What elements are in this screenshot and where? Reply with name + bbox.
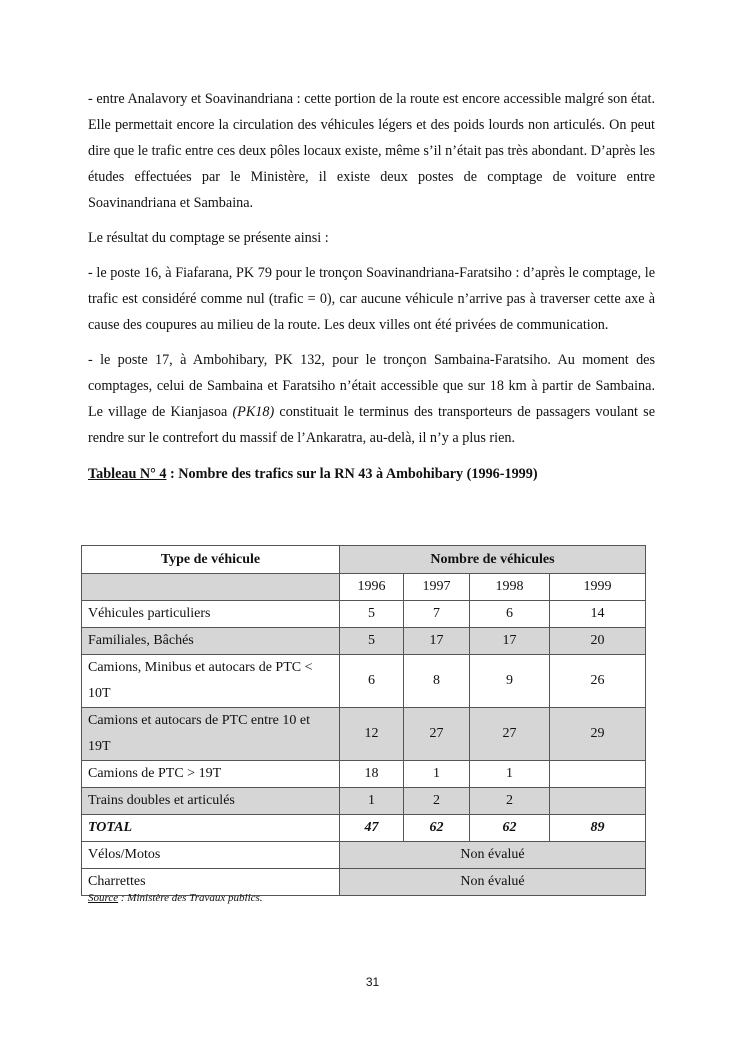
- row-label: Véhicules particuliers: [82, 601, 340, 628]
- source-text: : Ministère des Travaux publics.: [118, 892, 263, 904]
- paragraph-2: Le résultat du comptage se présente ainsi :: [88, 230, 329, 246]
- paragraph-4-text-a: - le poste 17, à Ambohibary, PK 132, pour le tronçon Sambaina-Faratsiho. Au moment des comptages, celui de Sambaina et Faratsiho n’était accessible que sur 18 km à partir de Sambaina. Le village de Kianjasoa: [88, 352, 655, 420]
- header-vehicle-type: Type de véhicule: [82, 546, 340, 574]
- table-header-row: [82, 546, 646, 574]
- paragraph-4: [88, 347, 655, 451]
- value-cell: 1: [340, 788, 404, 815]
- row-label: Vélos/Motos: [82, 842, 340, 869]
- page-number: 31: [365, 975, 380, 989]
- table-row: [82, 708, 646, 761]
- value-cell: 6: [470, 601, 550, 628]
- table-row: [82, 655, 646, 708]
- year-cell: 1998: [470, 574, 550, 601]
- traffic-table: [81, 545, 646, 896]
- table-total-row: [82, 815, 646, 842]
- table-row: [82, 788, 646, 815]
- not-evaluated-cell: Non évalué: [340, 869, 646, 896]
- value-cell: 17: [470, 628, 550, 655]
- table-row: [82, 628, 646, 655]
- total-cell: 62: [470, 815, 550, 842]
- paragraph-1: - entre Analavory et Soavinandriana : cette portion de la route est encore accessible malgré son état. Elle permettait encore la circulation des véhicules légers et des poids lourds non articulés. On peut dire que le trafic entre ces deux pôles locaux existe, même s’il n’était pas très abondant. D’après les études effectuées par le Ministère, il existe deux postes de comptage de voiture entre Soavinandriana et Sambaina.: [88, 91, 655, 211]
- value-cell: 26: [550, 655, 646, 708]
- value-cell: 29: [550, 708, 646, 761]
- source-label: Source: [88, 892, 119, 904]
- total-cell: 62: [404, 815, 470, 842]
- paragraph-3: - le poste 16, à Fiafarana, PK 79 pour le tronçon Soavinandriana-Faratsiho : d’après le comptage, le trafic est considéré comme nul (trafic = 0), car aucune véhicule n’arrive pas à traverser cette axe à cause des coupures au milieu de la route. Les deux villes ont été privées de communication.: [88, 265, 655, 333]
- value-cell: 2: [470, 788, 550, 815]
- table-row: [82, 601, 646, 628]
- row-label: Camions et autocars de PTC entre 10 et 19T: [82, 708, 340, 761]
- table-source: [88, 892, 263, 904]
- value-cell: 1: [470, 761, 550, 788]
- row-label: Charrettes: [82, 869, 340, 896]
- total-label: TOTAL: [82, 815, 340, 842]
- row-label: Camions, Minibus et autocars de PTC < 10T: [82, 655, 340, 708]
- year-cell: 1999: [550, 574, 646, 601]
- value-cell: 20: [550, 628, 646, 655]
- table-row: [82, 761, 646, 788]
- header-vehicle-count: Nombre de véhicules: [340, 546, 646, 574]
- value-cell: 14: [550, 601, 646, 628]
- value-cell: 1: [404, 761, 470, 788]
- years-row-blank: [82, 574, 340, 601]
- year-cell: 1996: [340, 574, 404, 601]
- row-label: Familiales, Bâchés: [82, 628, 340, 655]
- paragraph-4-pk: (PK18): [232, 404, 275, 420]
- year-cell: 1997: [404, 574, 470, 601]
- value-cell: 8: [404, 655, 470, 708]
- value-cell: 6: [340, 655, 404, 708]
- table-caption-text: : Nombre des trafics sur la RN 43 à Ambohibary (1996-1999): [166, 466, 538, 482]
- value-cell: 27: [470, 708, 550, 761]
- table-row: [82, 842, 646, 869]
- value-cell: 2: [404, 788, 470, 815]
- value-cell: [550, 788, 646, 815]
- not-evaluated-cell: Non évalué: [340, 842, 646, 869]
- value-cell: 5: [340, 628, 404, 655]
- paragraph-4-text-b: constituait le terminus des transporteurs de passagers voulant se rendre sur le contrefort du massif de l’Ankaratra, au-delà, il n’y a plus rien.: [88, 404, 655, 446]
- value-cell: 17: [404, 628, 470, 655]
- value-cell: 7: [404, 601, 470, 628]
- value-cell: 5: [340, 601, 404, 628]
- total-cell: 47: [340, 815, 404, 842]
- row-label: Trains doubles et articulés: [82, 788, 340, 815]
- total-cell: 89: [550, 815, 646, 842]
- table-years-row: [82, 574, 646, 601]
- row-label: Camions de PTC > 19T: [82, 761, 340, 788]
- value-cell: 27: [404, 708, 470, 761]
- value-cell: [550, 761, 646, 788]
- table-caption: [88, 465, 655, 483]
- body-text: [88, 86, 655, 483]
- table-caption-label: Tableau N° 4: [88, 466, 167, 482]
- value-cell: 12: [340, 708, 404, 761]
- value-cell: 18: [340, 761, 404, 788]
- value-cell: 9: [470, 655, 550, 708]
